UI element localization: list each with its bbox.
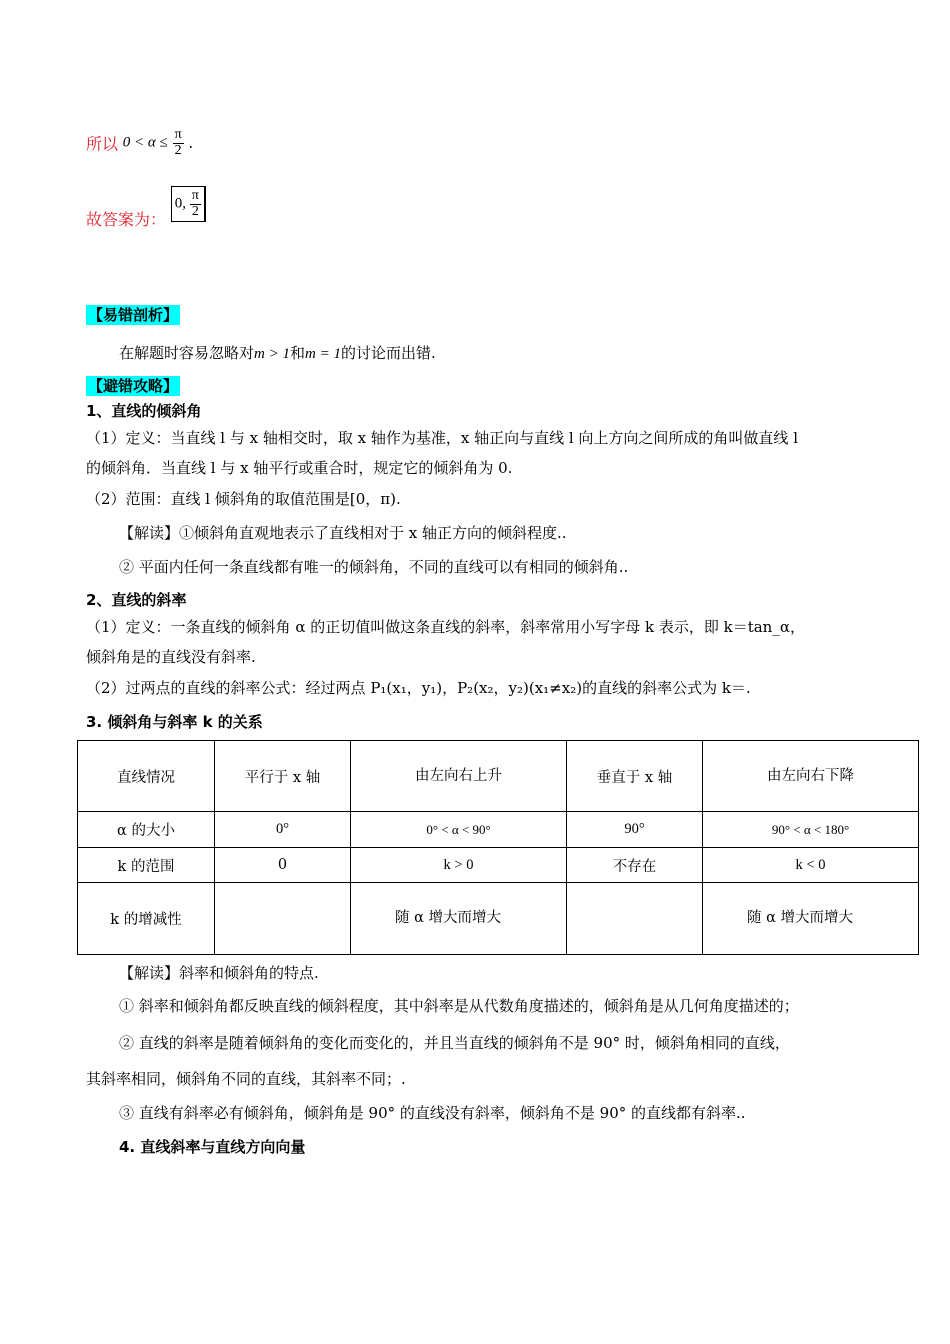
answer-zero: 0, xyxy=(174,195,187,212)
pi-over-2-fraction xyxy=(173,128,184,158)
table-cell: 由左向右下降 xyxy=(703,741,919,812)
so-period: . xyxy=(188,134,194,153)
section1-range: （2）范围：直线 l 倾斜角的取值范围是[0，π). xyxy=(86,490,401,508)
so-math: 0 < α ≤ xyxy=(122,134,168,151)
table-row xyxy=(78,848,919,883)
table-cell: k 的增减性 xyxy=(78,883,215,955)
error-text-mid: 和 xyxy=(289,344,305,362)
table-row xyxy=(78,812,919,848)
table-cell: 0° < α < 90° xyxy=(351,812,567,848)
answer-denominator: 2 xyxy=(191,203,199,219)
table-cell: 0 xyxy=(215,848,351,883)
table-row xyxy=(78,883,919,955)
error-m2: m = 1 xyxy=(305,346,341,362)
section2-formula: （2）过两点的直线的斜率公式：经过两点 P₁(x₁，y₁)，P₂(x₂，y₂)(x₁≠x₂)的直线的斜率公式为 k＝. xyxy=(86,679,751,697)
answer-fraction xyxy=(190,189,201,219)
solution-so-line xyxy=(86,128,193,158)
section1-def-line1: （1）定义：当直线 l 与 x 轴相交时，取 x 轴作为基准，x 轴正向与直线 l 向上方向之间所成的角叫做直线 l xyxy=(86,429,798,447)
section1-note2: ② 平面内任何一条直线都有唯一的倾斜角，不同的直线可以有相同的倾斜角.. xyxy=(119,558,629,576)
table-cell: 垂直于 x 轴 xyxy=(567,741,703,812)
solution-answer-line xyxy=(86,186,206,229)
section2-def-line1: （1）定义：一条直线的倾斜角 α 的正切值叫做这条直线的斜率，斜率常用小写字母 k 表示，即 k＝tan_α， xyxy=(86,618,805,636)
section1-title: 1、直线的倾斜角 xyxy=(86,402,202,420)
angle-slope-table xyxy=(77,740,919,955)
table-cell: k 的范围 xyxy=(78,848,215,883)
table-cell: α 的大小 xyxy=(78,812,215,848)
table-cell: k > 0 xyxy=(351,848,567,883)
table-cell: 随 α 增大而增大 xyxy=(351,883,567,955)
fraction-numerator: π xyxy=(174,127,182,142)
table-cell: 随 α 增大而增大 xyxy=(703,883,919,955)
section1-note1: 【解读】①倾斜角直观地表示了直线相对于 x 轴正方向的倾斜程度.. xyxy=(119,524,567,542)
notes-item2a: ② 直线的斜率是随着倾斜角的变化而变化的，并且当直线的倾斜角不是 90° 时，倾斜角相同的直线， xyxy=(119,1034,790,1052)
notes-item3: ③ 直线有斜率必有倾斜角，倾斜角是 90° 的直线没有斜率，倾斜角不是 90° 的直线都有斜率.. xyxy=(119,1104,746,1122)
strategy-label: 【避错攻略】 xyxy=(88,377,179,395)
table-cell: 平行于 x 轴 xyxy=(215,741,351,812)
notes-item1: ① 斜率和倾斜角都反映直线的倾斜程度，其中斜率是从代数角度描述的，倾斜角是从几何角度描述的； xyxy=(119,997,799,1015)
section4-title: 4. 直线斜率与直线方向向量 xyxy=(119,1138,306,1156)
answer-interval xyxy=(171,186,206,222)
error-m1: m > 1 xyxy=(254,346,290,362)
table-row xyxy=(78,741,919,812)
answer-label: 故答案为： xyxy=(86,209,167,229)
table-cell xyxy=(215,883,351,955)
section2-def-line2: 倾斜角是的直线没有斜率. xyxy=(86,648,256,666)
error-analysis-label: 【易错剖析】 xyxy=(88,306,179,324)
section1-def-line2: 的倾斜角．当直线 l 与 x 轴平行或重合时，规定它的倾斜角为 0. xyxy=(86,459,513,477)
table-cell: 90° < α < 180° xyxy=(703,812,919,848)
notes-intro: 【解读】斜率和倾斜角的特点. xyxy=(119,964,319,982)
table-cell: 直线情况 xyxy=(78,741,215,812)
table-cell: 90° xyxy=(567,812,703,848)
table-cell: 0° xyxy=(215,812,351,848)
notes-item2b: 其斜率相同，倾斜角不同的直线，其斜率不同；. xyxy=(86,1070,406,1088)
error-analysis-text xyxy=(119,342,436,363)
section2-title: 2、直线的斜率 xyxy=(86,591,187,609)
answer-numerator: π xyxy=(191,188,199,203)
fraction-denominator: 2 xyxy=(174,142,182,158)
table-cell xyxy=(567,883,703,955)
error-analysis-heading xyxy=(86,304,180,325)
table-cell: k < 0 xyxy=(703,848,919,883)
strategy-heading xyxy=(86,375,180,396)
error-text-before: 在解题时容易忽略对 xyxy=(119,344,255,362)
section3-title: 3. 倾斜角与斜率 k 的关系 xyxy=(86,713,263,731)
table-cell: 不存在 xyxy=(567,848,703,883)
error-text-after: 的讨论而出错. xyxy=(340,344,436,362)
so-text: 所以 xyxy=(86,134,119,154)
table-cell: 由左向右上升 xyxy=(351,741,567,812)
